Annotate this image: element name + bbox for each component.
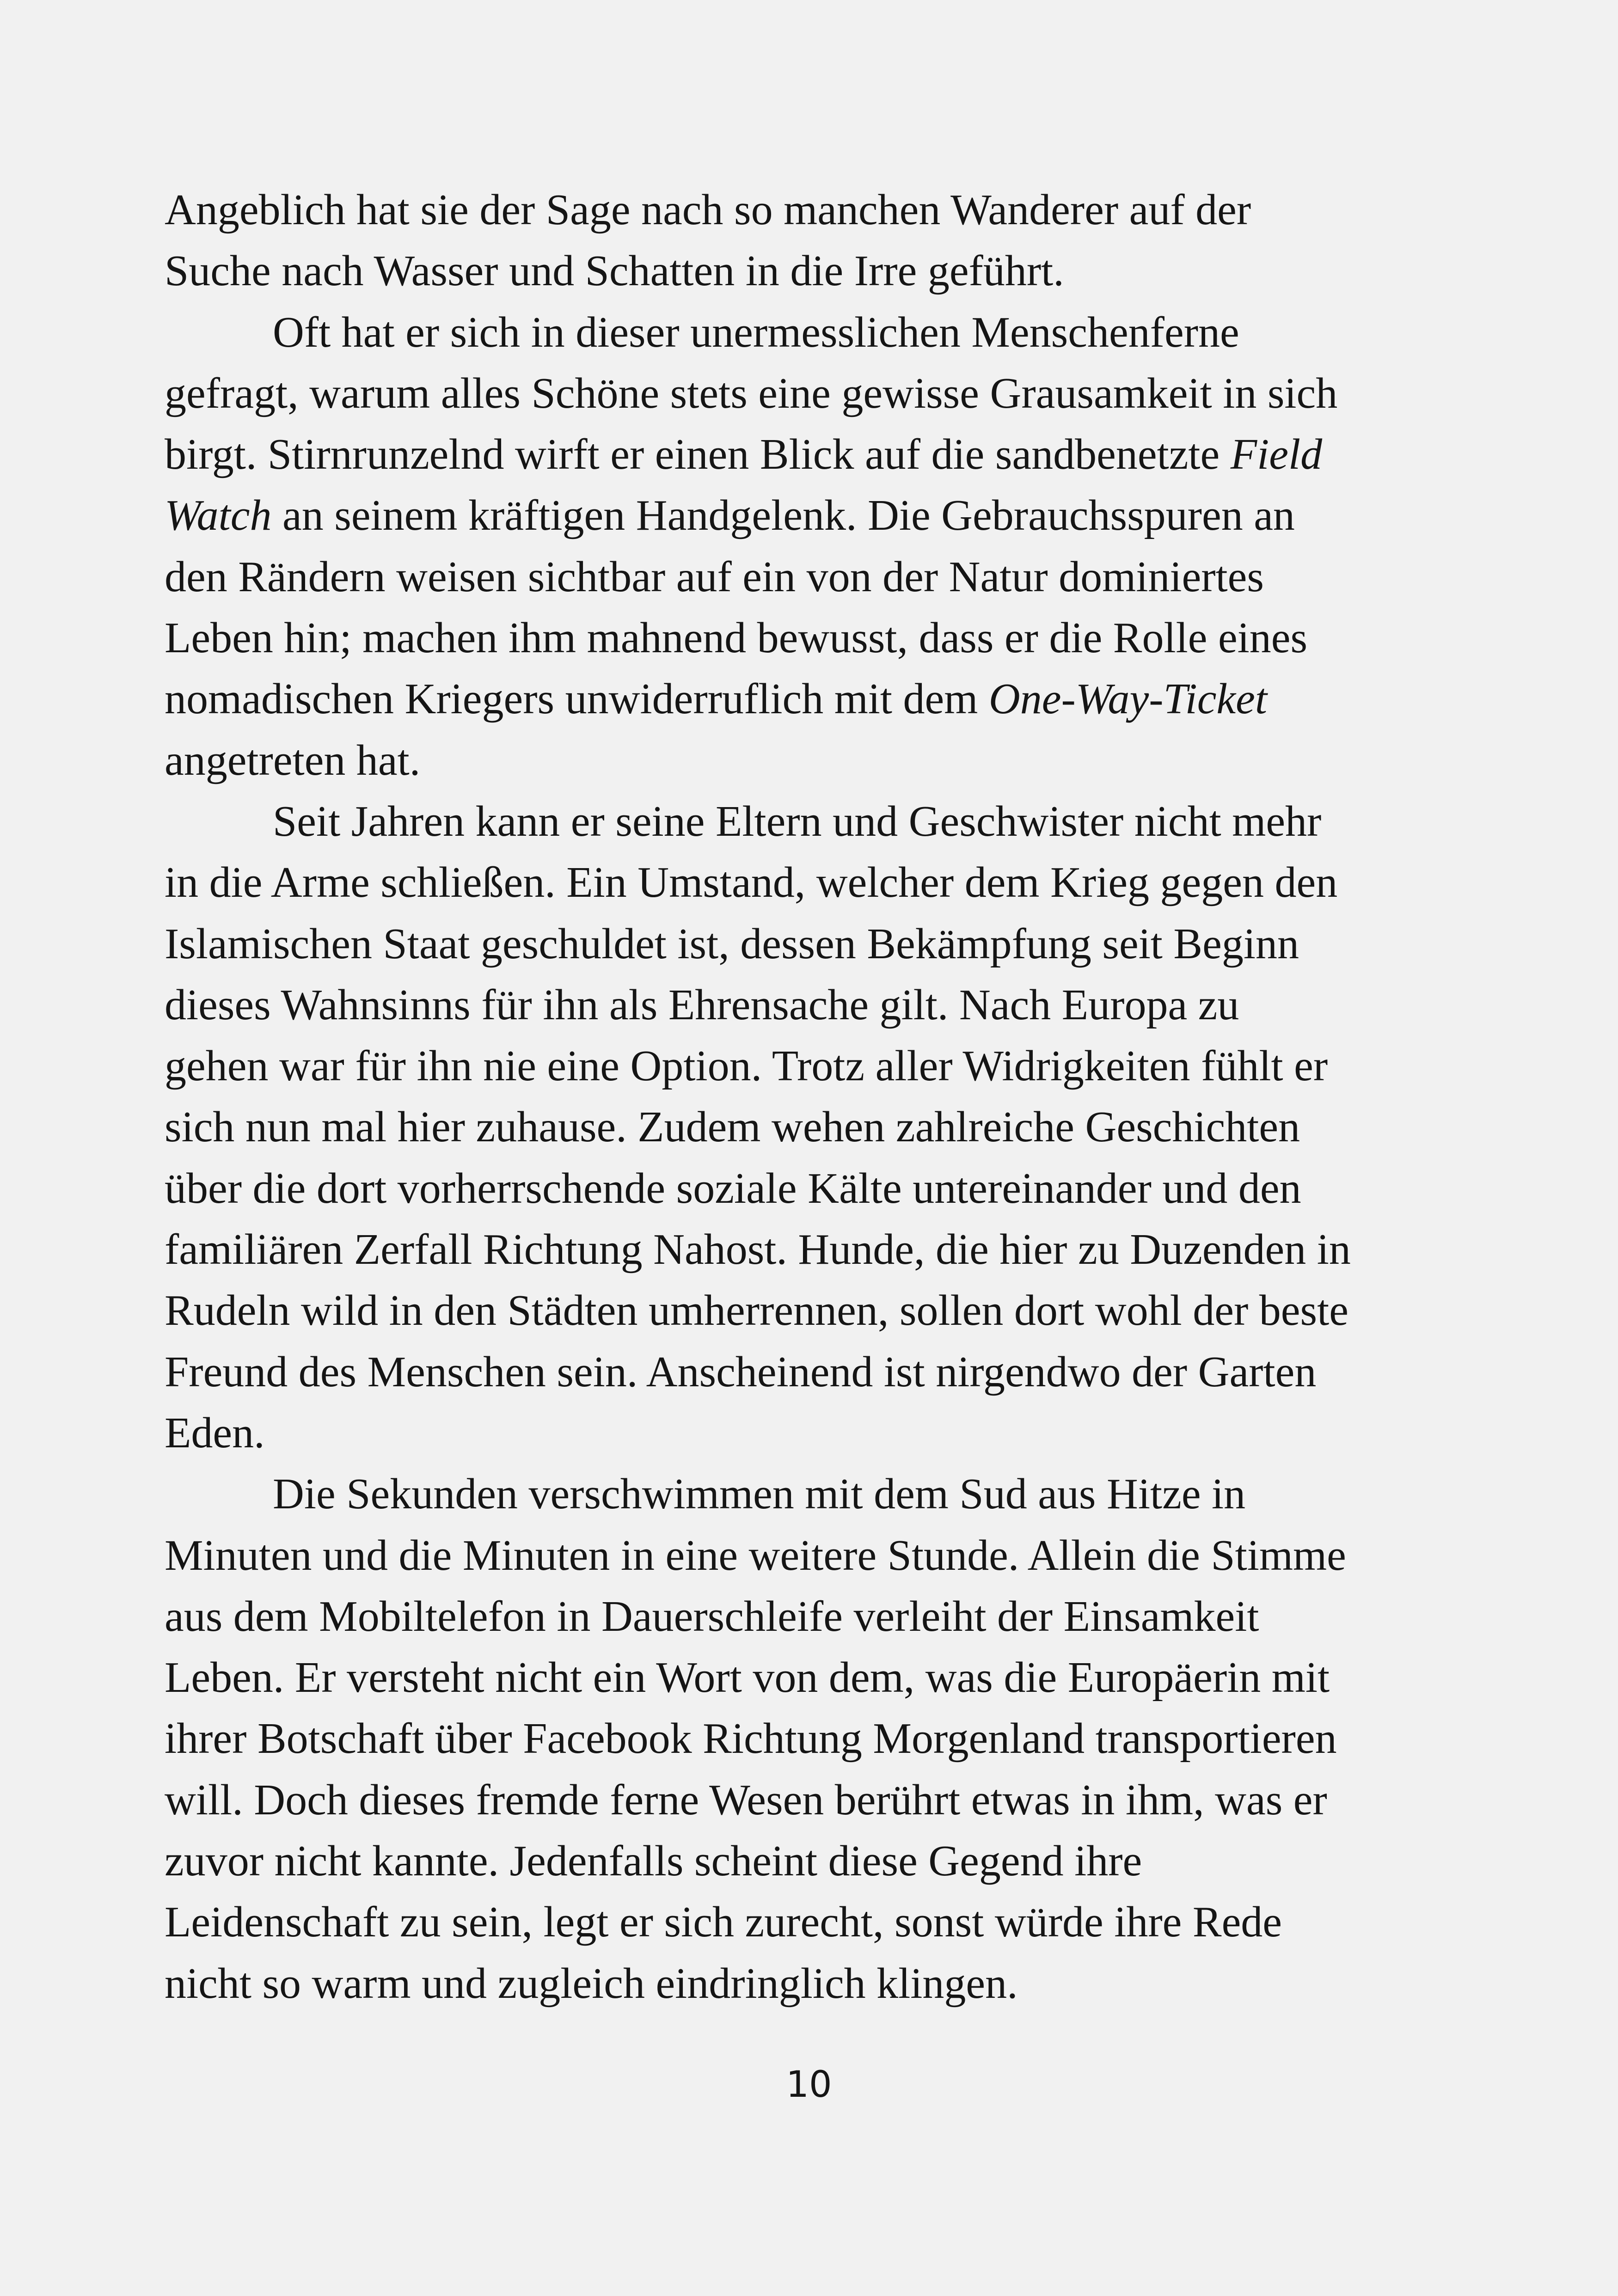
text-segment: familiären Zerfall Richtung Nahost. Hunde, die hier zu Duzenden in (165, 1225, 1351, 1274)
text-line (165, 974, 1459, 1035)
text-line (165, 668, 1459, 729)
text-line (165, 730, 1459, 791)
text-line (165, 1096, 1459, 1157)
text-line (165, 1586, 1459, 1647)
text-line (165, 1708, 1459, 1769)
text-line (165, 913, 1459, 974)
text-segment: Eden. (165, 1408, 265, 1457)
text-line (165, 1280, 1459, 1341)
text-segment: Seit Jahren kann er seine Eltern und Geschwister nicht mehr (273, 797, 1322, 845)
text-line (165, 1035, 1459, 1096)
text-segment: gehen war für ihn nie eine Option. Trotz aller Widrigkeiten fühlt er (165, 1042, 1328, 1090)
text-segment: nicht so warm und zugleich eindringlich klingen. (165, 1959, 1018, 2008)
paragraph (165, 302, 1459, 791)
text-segment: Angeblich hat sie der Sage nach so manchen Wanderer auf der (165, 186, 1251, 234)
text-segment: Leben hin; machen ihm mahnend bewusst, dass er die Rolle eines (165, 614, 1308, 662)
text-segment: Leidenschaft zu sein, legt er sich zurecht, sonst würde ihre Rede (165, 1898, 1282, 1947)
text-line (165, 546, 1459, 607)
text-line (165, 363, 1459, 424)
text-line (165, 791, 1459, 852)
text-line (165, 485, 1459, 546)
paragraph (165, 179, 1459, 302)
text-segment: dieses Wahnsinns für ihn als Ehrensache gilt. Nach Europa zu (165, 980, 1239, 1029)
text-line (165, 1831, 1459, 1892)
text-line (165, 852, 1459, 913)
text-segment: ihrer Botschaft über Facebook Richtung Morgenland transportieren (165, 1714, 1337, 1763)
text-segment: zuvor nicht kannte. Jedenfalls scheint diese Gegend ihre (165, 1837, 1142, 1886)
text-segment: an seinem kräftigen Handgelenk. Die Gebrauchsspuren an (271, 491, 1295, 540)
text-segment: Rudeln wild in den Städten umherrennen, sollen dort wohl der beste (165, 1286, 1348, 1335)
text-segment: nomadischen Kriegers unwiderruflich mit dem (165, 675, 989, 723)
page-number: 10 (786, 2064, 832, 2106)
text-line (165, 1463, 1459, 1525)
text-line (165, 1525, 1459, 1586)
text-segment: über die dort vorherrschende soziale Kälte untereinander und den (165, 1164, 1301, 1212)
text-segment: Islamischen Staat geschuldet ist, dessen Bekämpfung seit Beginn (165, 919, 1299, 968)
text-line (165, 179, 1459, 240)
text-segment: angetreten hat. (165, 736, 421, 784)
italic-text: One-Way-Ticket (988, 675, 1267, 723)
text-line (165, 1402, 1459, 1463)
text-line (165, 1892, 1459, 1953)
text-line (165, 240, 1459, 301)
text-segment: Freund des Menschen sein. Anscheinend ist nirgendwo der Garten (165, 1347, 1317, 1396)
italic-text: Watch (165, 491, 272, 540)
text-segment: Leben. Er versteht nicht ein Wort von dem, was die Europäerin mit (165, 1653, 1330, 1702)
paragraph (165, 1463, 1459, 2014)
text-line (165, 607, 1459, 668)
text-segment: birgt. Stirnrunzelnd wirft er einen Blick auf die sandbenetzte (165, 430, 1231, 479)
text-segment: will. Doch dieses fremde ferne Wesen berührt etwas in ihm, was er (165, 1776, 1327, 1824)
text-segment: den Rändern weisen sichtbar auf ein von der Natur dominiertes (165, 552, 1264, 601)
text-line (165, 302, 1459, 363)
paragraph (165, 791, 1459, 1463)
italic-text: Field (1230, 430, 1323, 479)
text-segment: aus dem Mobiltelefon in Dauerschleife verleiht der Einsamkeit (165, 1592, 1259, 1641)
text-line (165, 424, 1459, 485)
text-segment: Suche nach Wasser und Schatten in die Irre geführt. (165, 247, 1064, 295)
text-segment: sich nun mal hier zuhause. Zudem wehen zahlreiche Geschichten (165, 1103, 1300, 1151)
text-segment: Minuten und die Minuten in eine weitere Stunde. Allein die Stimme (165, 1531, 1346, 1580)
text-line (165, 1158, 1459, 1219)
text-line (165, 1219, 1459, 1280)
text-line (165, 1647, 1459, 1708)
body-text (165, 179, 1459, 2014)
text-line (165, 1341, 1459, 1402)
text-line (165, 1953, 1459, 2014)
text-segment: Die Sekunden verschwimmen mit dem Sud aus Hitze in (273, 1470, 1246, 1518)
text-segment: in die Arme schließen. Ein Umstand, welcher dem Krieg gegen den (165, 858, 1338, 907)
text-line (165, 1769, 1459, 1831)
text-segment: Oft hat er sich in dieser unermesslichen Menschenferne (273, 308, 1239, 356)
text-segment: gefragt, warum alles Schöne stets eine gewisse Grausamkeit in sich (165, 369, 1338, 417)
